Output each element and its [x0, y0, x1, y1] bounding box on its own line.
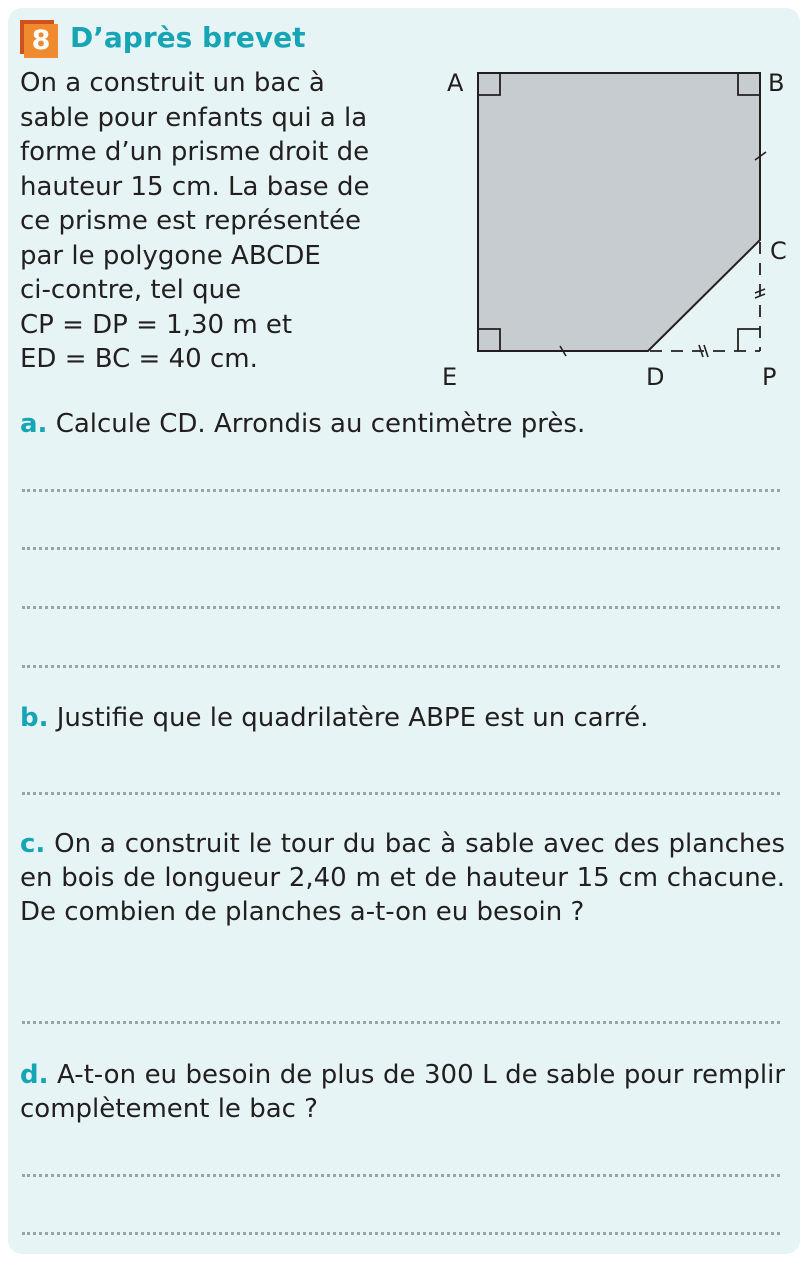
- question-d-label: d.: [20, 1060, 49, 1090]
- answer-line-a-2[interactable]: [22, 547, 780, 550]
- vertex-label-c: C: [770, 237, 787, 265]
- statement-line: ED = BC = 40 cm.: [20, 344, 258, 374]
- answer-line-c-1[interactable]: [22, 1021, 780, 1024]
- answer-line-a-3[interactable]: [22, 606, 780, 609]
- answer-line-a-4[interactable]: [22, 665, 780, 668]
- answer-line-d-1[interactable]: [22, 1174, 780, 1177]
- exercise-number-badge: [20, 20, 58, 58]
- question-b: [20, 701, 648, 735]
- answer-line-d-2[interactable]: [22, 1232, 780, 1235]
- statement-line: hauteur 15 cm. La base de: [20, 171, 370, 202]
- polygon-figure: [430, 60, 800, 400]
- statement-line: par le polygone ABCDE: [20, 240, 321, 271]
- question-a-label: a.: [20, 409, 48, 439]
- polygon-abcde: [478, 73, 760, 351]
- statement-line: forme d’un prisme droit de: [20, 137, 370, 167]
- question-b-text: Justifie que le quadrilatère ABPE est un carré.: [56, 703, 649, 733]
- exercise-title: D’après brevet: [70, 21, 306, 54]
- exercise-number: 8: [24, 24, 58, 58]
- statement-line: ci-contre, tel que: [20, 275, 242, 305]
- vertex-label-b: B: [768, 69, 785, 97]
- question-a-text: Calcule CD. Arrondis au centimètre près.: [55, 409, 586, 439]
- statement-line: ce prisme est représentée: [20, 206, 362, 236]
- answer-line-a-1[interactable]: [22, 489, 780, 492]
- vertex-label-d: D: [646, 363, 665, 391]
- question-c-label: c.: [20, 829, 46, 859]
- question-c-text: On a construit le tour du bac à sable avec des planches en bois de longueur 2,40 m et de hauteur 15 cm chacune. De combien de planches a-t-on eu besoin ?: [20, 829, 786, 927]
- question-d: [20, 1058, 785, 1126]
- answer-line-b-1[interactable]: [22, 792, 780, 795]
- double-tick-dp-2: [704, 345, 708, 357]
- statement-line: sable pour enfants qui a la: [20, 102, 368, 133]
- vertex-label-e: E: [442, 363, 458, 391]
- vertex-label-a: A: [447, 69, 464, 97]
- exercise-statement: [20, 66, 440, 377]
- right-angle-p: [738, 329, 760, 351]
- question-c: [20, 827, 785, 929]
- question-b-label: b.: [20, 703, 49, 733]
- question-d-text: A-t-on eu besoin de plus de 300 L de sable pour remplir complètement le bac ?: [20, 1060, 786, 1124]
- statement-line: On a construit un bac à: [20, 68, 325, 98]
- vertex-label-p: P: [762, 363, 777, 391]
- statement-line: CP = DP = 1,30 m et: [20, 309, 293, 340]
- question-a: [20, 407, 585, 441]
